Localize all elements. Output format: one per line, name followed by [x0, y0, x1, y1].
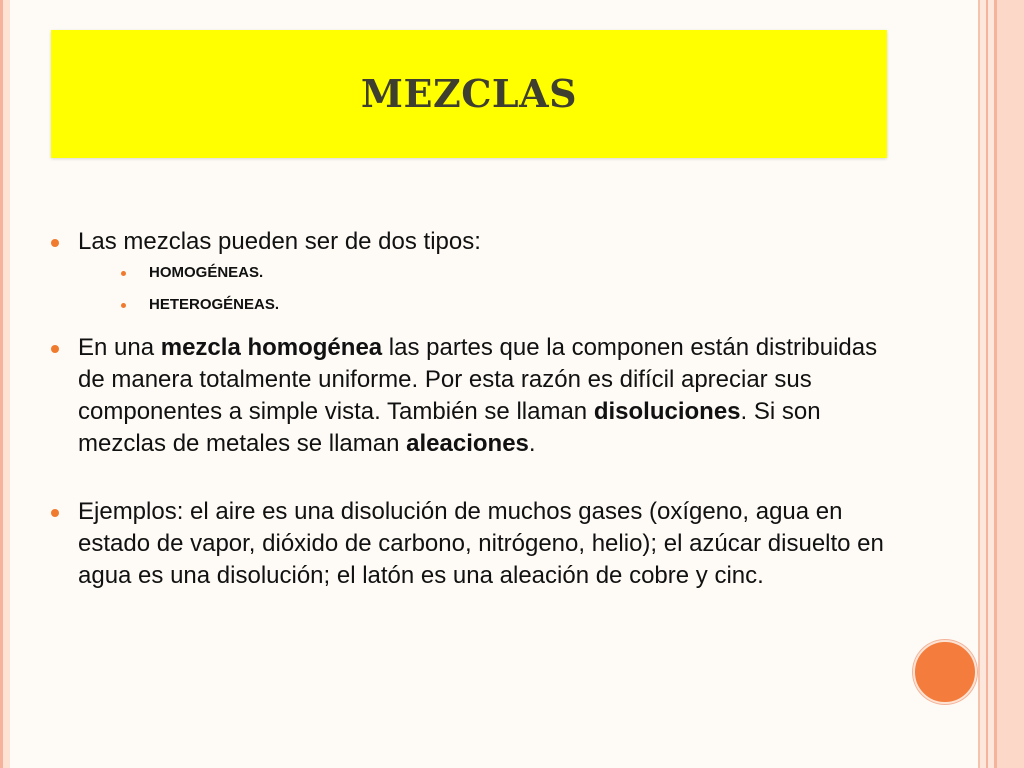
- slide-title: MEZCLAS: [360, 71, 578, 116]
- intro-text: Las mezclas pueden ser de dos tipos:: [78, 228, 481, 255]
- solutions-term: disoluciones: [593, 398, 741, 425]
- orange-circle-decoration: [913, 640, 977, 704]
- type-heterogeneous: HETEROGÉNEAS.: [149, 296, 280, 313]
- homogeneous-text-2: las partes que la componen están distribuidas de manera totalmente uniforme. Por esta razón es difícil apreciar sus componentes a simple vista. También se llaman: [78, 334, 878, 425]
- homogeneous-text-4: .: [528, 430, 536, 457]
- homogeneous-text-1: En una: [78, 334, 161, 361]
- examples-bullet: [48, 496, 908, 592]
- sub-bullet-dot-icon: [121, 303, 126, 308]
- mixture-types-list: [48, 262, 908, 316]
- homogeneous-term: mezcla homogénea: [160, 334, 383, 361]
- title-banner: [51, 30, 887, 158]
- right-stripes-decoration: [976, 0, 1024, 768]
- sub-bullet-dot-icon: [121, 271, 126, 276]
- bullet-dot-icon: [51, 239, 59, 247]
- intro-bullet: [48, 226, 908, 258]
- examples-text: Ejemplos: el aire es una disolución de muchos gases (oxígeno, agua en estado de vapor, dióxido de carbono, nitrógeno, helio); el azúcar disuelto en agua es una disolución; el latón es una aleación de cobre y cinc.: [78, 498, 884, 589]
- slide-content: [48, 226, 908, 592]
- left-border-decoration: [0, 0, 10, 768]
- type-homogeneous: HOMOGÉNEAS.: [149, 264, 264, 281]
- list-item: [48, 294, 908, 316]
- homogeneous-bullet: [48, 332, 908, 460]
- alloys-term: aleaciones: [406, 430, 529, 457]
- list-item: [48, 262, 908, 284]
- bullet-dot-icon: [51, 509, 59, 517]
- homogeneous-text-3: . Si son mezclas de metales se llaman: [78, 398, 821, 457]
- bullet-dot-icon: [51, 345, 59, 353]
